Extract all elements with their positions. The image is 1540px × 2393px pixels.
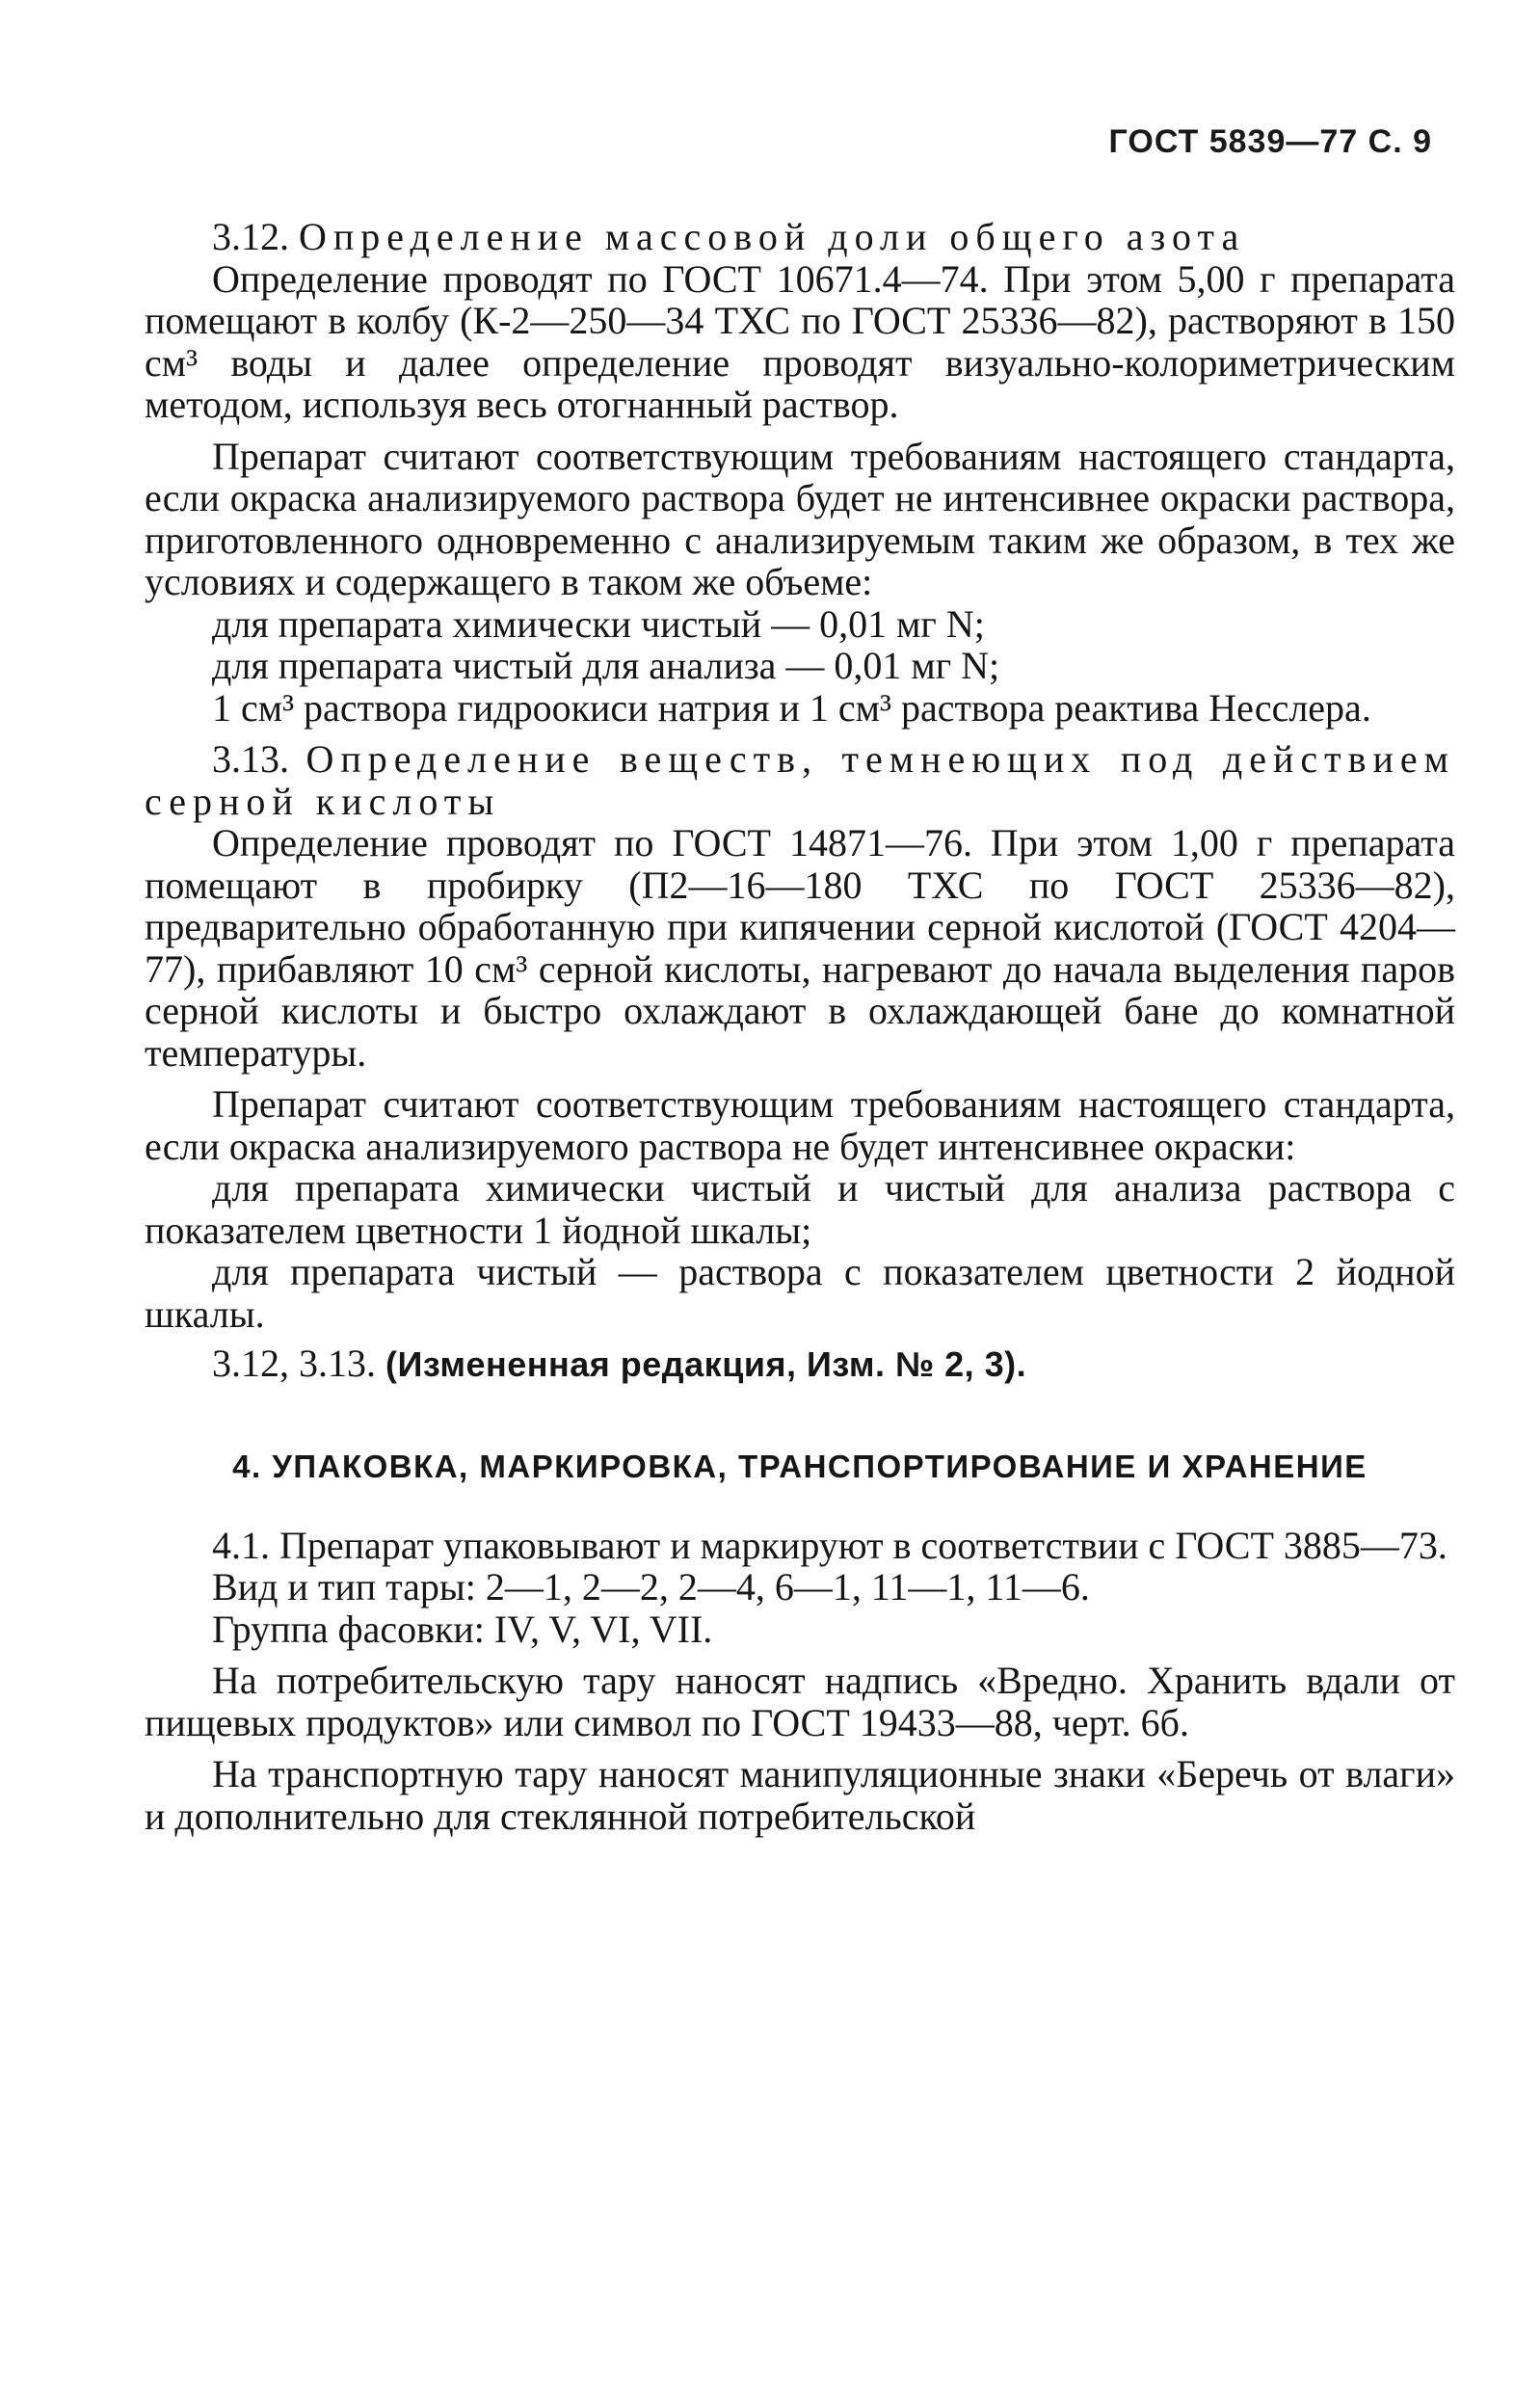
section-3-12-item-3: 1 см³ раствора гидроокиси натрия и 1 см³ раствора реактива Несслера.: [212, 685, 1371, 730]
section-3-13-item-1: для препарата химически чистый и чистый для анализа раствора с показателем цветности 1 йодной шкалы;: [145, 1166, 1455, 1252]
section-3-12-number: 3.12.: [212, 215, 289, 258]
section-4-paragraph-3: Группа фасовки: IV, V, VI, VII.: [212, 1607, 713, 1651]
section-3-13-number: 3.13.: [212, 737, 289, 781]
running-header: ГОСТ 5839—77 С. 9: [1108, 123, 1432, 160]
section-3-13-item-2: для препарата чистый — раствора с показателем цветности 2 йодной шкалы.: [145, 1250, 1455, 1336]
section-4-paragraph-1: 4.1. Препарат упаковывают и маркируют в соответствии с ГОСТ 3885—73.: [212, 1523, 1447, 1567]
section-3-12-title: Определение массовой доли общего азота: [299, 215, 1246, 258]
section-3-12-item-1: для препарата химически чистый — 0,01 мг N;: [212, 601, 985, 646]
section-3-13-title-line: [145, 738, 1455, 822]
amendment-note: [145, 1343, 1455, 1386]
document-body: [145, 216, 1455, 1837]
section-4-paragraph-5: На транспортную тару наносят манипуляционные знаки «Беречь от влаги» и дополнительно для стеклянной потребительской: [145, 1752, 1455, 1838]
section-3-13-title: Определение веществ, темнеющих под действием серной кислоты: [145, 737, 1455, 823]
section-4-paragraph-4: На потребительскую тару наносят надпись «Вредно. Хранить вдали от пищевых продуктов» или символ по ГОСТ 19433—88, черт. 6б.: [145, 1659, 1455, 1744]
section-3-12-title-line: [145, 216, 1455, 258]
section-3-12-paragraph-2: Препарат считают соответствующим требованиям настоящего стандарта, если окраска анализируемого раствора будет не интенсивнее окраски раствора, приготовленного одновременно с анализируемым таким же образом, в тех же условиях и содержащего в таком же объеме:: [145, 434, 1455, 603]
amendment-ref: 3.12, 3.13.: [212, 1342, 376, 1385]
section-3-13-paragraph-1: Определение проводят по ГОСТ 14871—76. При этом 1,00 г препарата помещают в пробирку (П2—16—180 ТХС по ГОСТ 25336—82), предварительно обработанную при кипячении серной кислотой (ГОСТ 4204—77), прибавляют 10 см³ серной кислоты, нагревают до начала выделения паров серной кислоты и быстро охлаждают в охлаждающей бане до комнатной температуры.: [145, 821, 1455, 1075]
section-4-heading: 4. УПАКОВКА, МАРКИРОВКА, ТРАНСПОРТИРОВАНИЕ И ХРАНЕНИЕ: [232, 1448, 1367, 1484]
section-4-paragraph-2: Вид и тип тары: 2—1, 2—2, 2—4, 6—1, 11—1, 11—6.: [212, 1565, 1090, 1609]
amendment-text: (Измененная редакция, Изм. № 2, 3).: [385, 1344, 1027, 1384]
section-3-13-paragraph-2: Препарат считают соответствующим требованиям настоящего стандарта, если окраска анализируемого раствора не будет интенсивнее окраски:: [145, 1082, 1455, 1168]
section-3-12-item-2: для препарата чистый для анализа — 0,01 мг N;: [212, 644, 1000, 687]
section-3-12-paragraph-1: Определение проводят по ГОСТ 10671.4—74. При этом 5,00 г препарата помещают в колбу (К-2—250—34 ТХС по ГОСТ 25336—82), растворяют в 150 см³ воды и далее определение проводят визуально-колориметрическим методом, используя весь отогнанный раствор.: [145, 256, 1455, 426]
